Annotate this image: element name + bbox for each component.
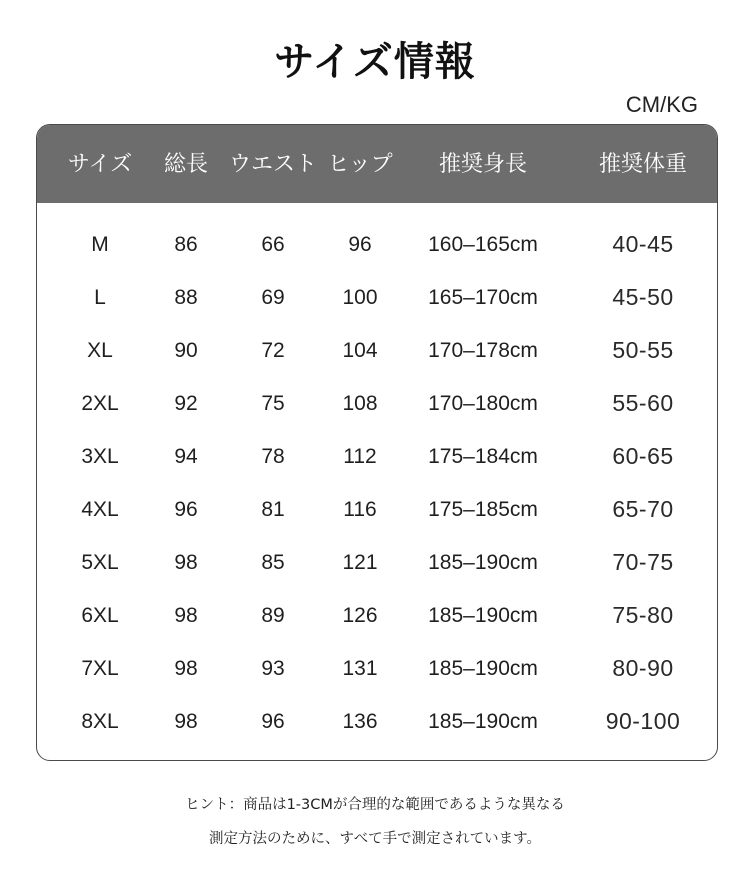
cell-waist: 72	[261, 339, 285, 362]
cell-size: 7XL	[81, 657, 119, 680]
cell-hip: 100	[342, 286, 378, 309]
cell-size: 3XL	[81, 445, 119, 468]
cell-size: 2XL	[81, 392, 119, 415]
cell-hip: 112	[343, 445, 377, 468]
cell-waist: 93	[261, 657, 285, 680]
cell-length: 98	[174, 710, 198, 733]
cell-size: 6XL	[81, 604, 119, 627]
cell-size: 5XL	[81, 551, 119, 574]
note-line-2: 測定方法のために、すべて手で測定されています。	[208, 831, 542, 847]
page-title: サイズ情報	[274, 39, 476, 85]
table-row	[37, 642, 717, 695]
cell-height: 175–184cm	[428, 445, 538, 468]
cell-weight: 90-100	[605, 708, 681, 734]
header-recommended-height: 推奨身長	[438, 152, 527, 177]
cell-waist: 85	[261, 551, 285, 574]
note-line-1: ヒント：商品は1-3CMが合理的な範囲であるような異なる	[185, 797, 565, 813]
cell-waist: 69	[261, 286, 285, 309]
table-row	[37, 589, 717, 642]
table-row	[37, 483, 717, 536]
cell-weight: 75-80	[612, 602, 674, 628]
cell-weight: 45-50	[612, 284, 674, 310]
header-length: 総長	[163, 152, 208, 177]
cell-length: 90	[174, 339, 198, 362]
cell-weight: 80-90	[612, 655, 674, 681]
cell-length: 96	[174, 498, 198, 521]
table-row	[37, 218, 717, 271]
cell-waist: 78	[261, 445, 285, 468]
table-row	[37, 536, 717, 589]
cell-height: 185–190cm	[428, 710, 538, 733]
cell-length: 86	[174, 233, 198, 256]
cell-waist: 96	[261, 710, 285, 733]
cell-waist: 89	[261, 604, 285, 627]
cell-weight: 65-70	[612, 496, 674, 522]
cell-size: 4XL	[81, 498, 119, 521]
header-size: サイズ	[67, 152, 133, 177]
header-hip: ヒップ	[327, 152, 393, 177]
cell-height: 165–170cm	[428, 286, 538, 309]
table-row	[37, 271, 717, 324]
cell-weight: 70-75	[612, 549, 674, 575]
cell-length: 94	[174, 445, 198, 468]
cell-length: 88	[174, 286, 198, 309]
cell-size: M	[91, 233, 109, 256]
cell-height: 170–180cm	[428, 392, 538, 415]
table-row	[37, 695, 717, 748]
header-waist: ウエスト	[228, 152, 317, 177]
cell-weight: 40-45	[612, 231, 674, 257]
cell-hip: 121	[342, 551, 378, 574]
cell-hip: 131	[342, 657, 378, 680]
cell-size: L	[94, 286, 106, 309]
cell-height: 160–165cm	[428, 233, 538, 256]
table-row	[37, 377, 717, 430]
cell-weight: 55-60	[612, 390, 674, 416]
size-table	[36, 124, 718, 761]
cell-length: 98	[174, 604, 198, 627]
table-header	[37, 125, 717, 203]
cell-waist: 66	[261, 233, 285, 256]
cell-height: 175–185cm	[428, 498, 538, 521]
unit-label: CM/KG	[625, 92, 698, 117]
cell-waist: 75	[261, 392, 285, 415]
cell-length: 98	[174, 657, 198, 680]
cell-weight: 60-65	[612, 443, 674, 469]
cell-hip: 104	[342, 339, 378, 362]
cell-size: XL	[87, 339, 113, 362]
cell-hip: 108	[342, 392, 378, 415]
table-row	[37, 430, 717, 483]
cell-height: 170–178cm	[428, 339, 538, 362]
table-row	[37, 324, 717, 377]
header-recommended-weight: 推奨体重	[598, 152, 687, 177]
cell-height: 185–190cm	[428, 657, 538, 680]
cell-hip: 96	[348, 233, 372, 256]
cell-length: 98	[174, 551, 198, 574]
cell-hip: 116	[343, 498, 377, 521]
cell-hip: 136	[342, 710, 378, 733]
cell-length: 92	[174, 392, 198, 415]
cell-height: 185–190cm	[428, 604, 538, 627]
cell-waist: 81	[261, 498, 285, 521]
cell-height: 185–190cm	[428, 551, 538, 574]
cell-size: 8XL	[81, 710, 119, 733]
cell-weight: 50-55	[612, 337, 674, 363]
cell-hip: 126	[342, 604, 378, 627]
